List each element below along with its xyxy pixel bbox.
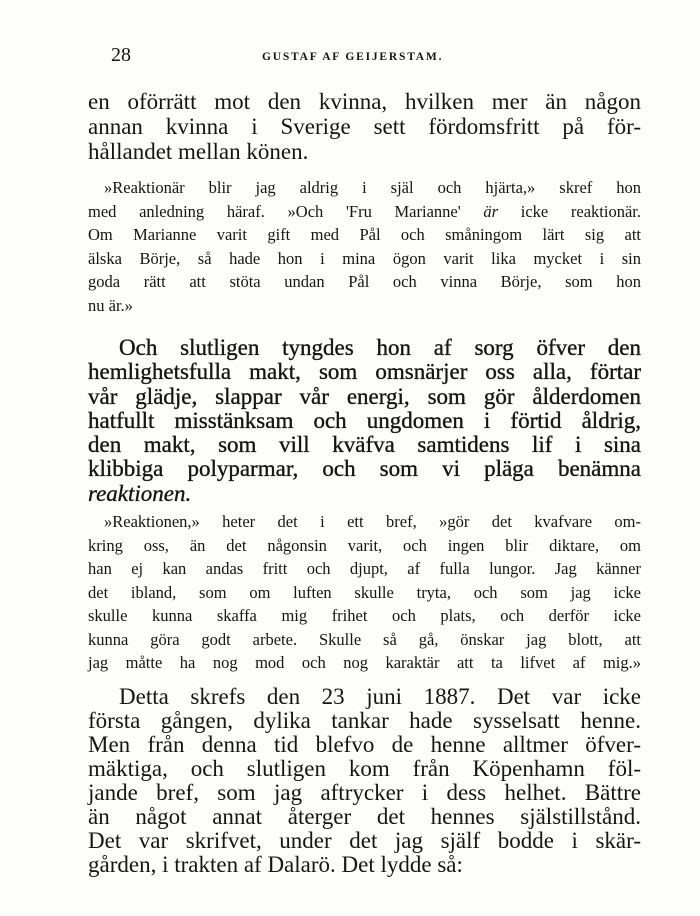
text-line: hatfullt misstänksam och ungdomen i förtid åldrig,	[88, 407, 641, 433]
text-line: hemlighetsfulla makt, som omsnärjer oss alla, förtar	[88, 359, 641, 385]
text-line: det ibland, som om luften skulle tryta, och som jag icke	[88, 582, 641, 602]
paragraph-3	[88, 336, 641, 506]
text-line: Detta skrefs den 23 juni 1887. Det var icke	[119, 684, 641, 709]
text-line: hållandet mellan könen.	[88, 139, 309, 164]
running-title: GUSTAF AF GEIJERSTAM.	[262, 51, 444, 63]
text-segment: med anledning häraf. »Och 'Fru Marianne'	[88, 201, 484, 221]
text-line: en oförrätt mot den kvinna, hvilken mer än någon	[88, 89, 641, 114]
text-line: vår glädje, slappar vår energi, som gör ålderdomen	[88, 383, 641, 409]
text-line: mäktiga, och slutligen kom från Köpenhamn föl-	[88, 756, 641, 781]
paragraph-5	[88, 685, 641, 877]
paragraph-1	[88, 89, 641, 164]
page-number: 28	[111, 44, 131, 66]
text-line: skulle kunna skaffa mig frihet och plats, och derför icke	[88, 606, 641, 625]
text-line: Och slutligen tyngdes hon af sorg öfver den	[119, 335, 641, 360]
text-line: nu är.»	[88, 295, 133, 315]
italic-word: är	[483, 201, 499, 221]
text-line: jande bref, som jag aftrycker i dess helhet. Bättre	[88, 780, 641, 805]
text-line: första gången, dylika tankar hade sysselsatt henne.	[88, 708, 641, 733]
text-line: Det var skrifvet, under det jag själf bodde i skär-	[88, 828, 641, 853]
text-line: goda rätt att stöta undan Pål och vinna Börje, som hon	[88, 272, 641, 291]
text-line: än något annat återger det hennes själstillstånd.	[88, 804, 641, 829]
text-segment: icke reaktionär.	[498, 201, 641, 221]
text-line: annan kvinna i Sverige sett fördomsfritt på för-	[88, 114, 641, 139]
text-line: kunna göra godt arbete. Skulle så gå, önskar jag blott, att	[88, 629, 641, 649]
text-line: klibbiga polyparmar, och som vi pläga benämna	[88, 456, 641, 482]
paragraph-4	[88, 510, 641, 675]
paragraph-2	[88, 176, 641, 317]
text-line: »Reaktionen,» heter det i ett bref, »gör det kvafvare om-	[104, 512, 641, 531]
text-line: den makt, som vill kväfva samtidens lif i sina	[88, 432, 641, 458]
text-line: han ej kan andas fritt och djupt, af fulla lungor. Jag känner	[88, 559, 641, 578]
text-line: »Reaktionär blir jag aldrig i själ och hjärta,» skref hon	[104, 178, 641, 197]
text-line: gården, i trakten af Dalarö. Det lydde så:	[88, 852, 463, 877]
text-line	[88, 200, 641, 224]
text-line: älska Börje, så hade hon i mina ögon varit lika mycket i sin	[88, 248, 641, 268]
text-line: kring oss, än det någonsin varit, och ingen blir diktare, om	[88, 535, 641, 555]
italic-text-line: reaktionen.	[88, 480, 192, 506]
text-line: Om Marianne varit gift med Pål och småningom lärt sig att	[88, 225, 641, 244]
text-line: Men från denna tid blefvo de henne alltmer öfver-	[88, 732, 641, 757]
text-line: jag måtte ha nog mod och nog karaktär att ta lifvet af mig.»	[88, 653, 641, 672]
